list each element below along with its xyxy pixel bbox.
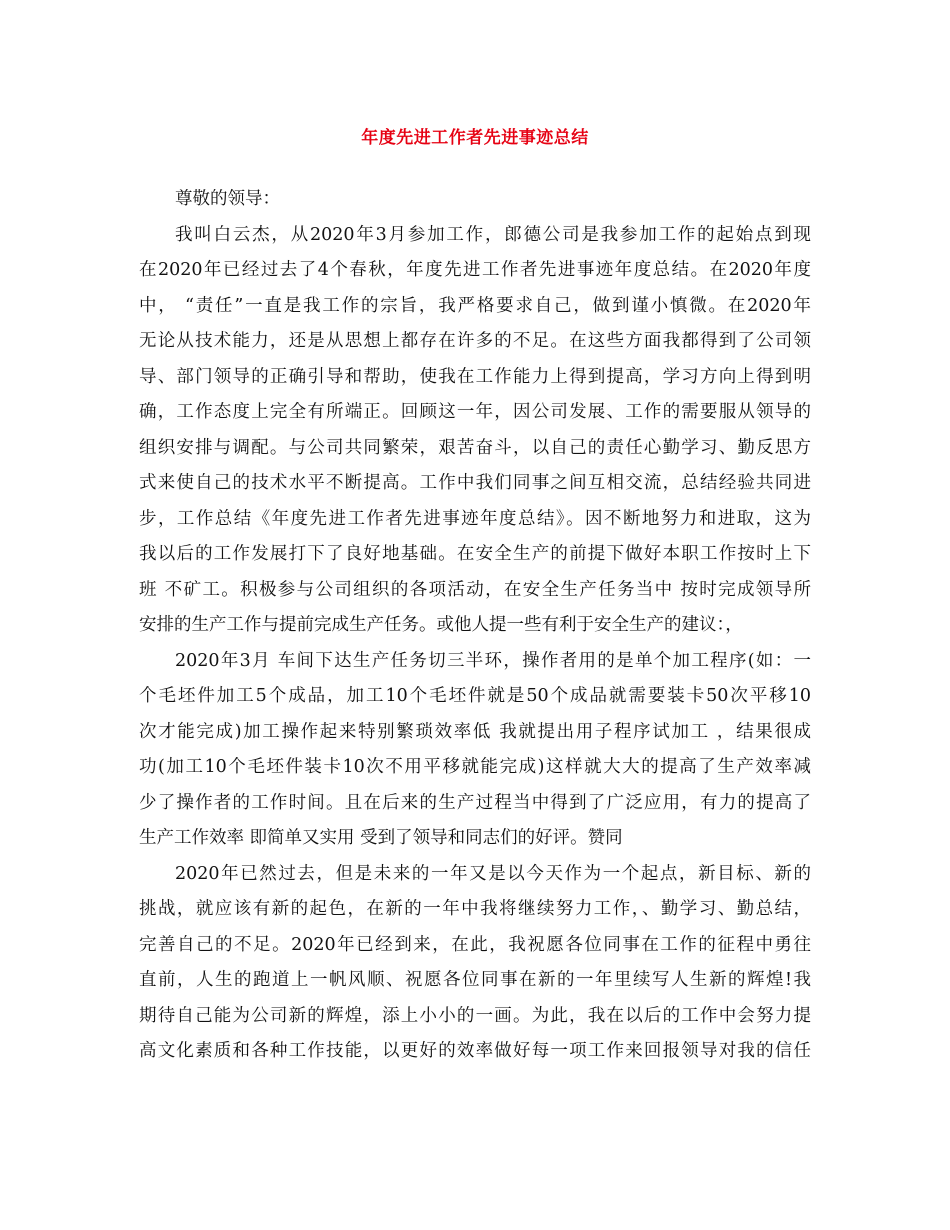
text-line: 在2020年已经过去了4个春秋，年度先进工作者先进事迹年度总结。在2020年度	[139, 260, 811, 280]
text-line: 生产工作效率 即简单又实用 受到了领导和同志们的好评。赞同	[139, 828, 623, 848]
text-line: 确，工作态度上完全有所端正。回顾这一年，因公司发展、工作的需要服从领导的	[139, 402, 811, 422]
document-body	[139, 182, 811, 1070]
text-line: 尊敬的领导：	[175, 189, 280, 209]
text-line: 步，工作总结《年度先进工作者先进事迹年度总结》。因不断地努力和进取，这为	[139, 508, 811, 529]
text-line: 中， “责任”一直是我工作的宗旨，我严格要求自己，做到谨小慎微。在2020年	[139, 295, 811, 316]
text-line: 直前，人生的跑道上一帆风顺、祝愿各位同事在新的一年里续写人生新的辉煌!我	[139, 970, 811, 990]
text-line: 导、部门领导的正确引导和帮助，使我在工作能力上得到提高，学习方向上得到明	[139, 366, 811, 387]
text-line: 无论从技术能力，还是从思想上都存在许多的不足。在这些方面我都得到了公司领	[139, 331, 811, 351]
text-line: 组织安排与调配。与公司共同繁荣，艰苦奋斗，以自己的责任心勤学习、勤反思方	[139, 437, 811, 458]
text-line: 功(加工10个毛坯件装卡10次不用平移就能完成)这样就大大的提高了生产效率减	[139, 757, 811, 777]
text-line: 个毛坯件加工5个成品，加工10个毛坯件就是50个成品就需要装卡50次平移10	[139, 686, 811, 706]
text-line: 完善自己的不足。2020年已经到来，在此，我祝愿各位同事在工作的征程中勇往	[139, 934, 811, 955]
text-line: 式来使自己的技术水平不断提高。工作中我们同事之间互相交流，总结经验共同进	[139, 473, 811, 493]
text-line: 次才能完成)加工操作起来特别繁琐效率低 我就提出用子程序试加工 ，结果很成	[139, 721, 811, 742]
document-title: 年度先进工作者先进事迹总结	[361, 128, 589, 148]
text-line: 高文化素质和各种工作技能，以更好的效率做好每一项工作来回报领导对我的信任	[139, 1041, 811, 1061]
text-line: 2020年已然过去，但是未来的一年又是以今天作为一个起点，新目标、新的	[175, 863, 811, 884]
text-line: 安排的生产工作与提前完成生产任务。或他人提一些有利于安全生产的建议：，	[139, 615, 743, 635]
text-line: 少了操作者的工作时间。且在后来的生产过程当中得到了广泛应用，有力的提高了	[139, 792, 811, 813]
text-line: 2020年3月 车间下达生产任务切三半环，操作者用的是单个加工程序(如：一	[175, 650, 811, 671]
text-line: 我叫白云杰，从2020年3月参加工作，郎德公司是我参加工作的起始点到现	[175, 224, 811, 245]
text-line: 期待自己能为公司新的辉煌，添上小小的一画。为此，我在以后的工作中会努力提	[139, 1005, 811, 1026]
text-line: 我以后的工作发展打下了良好地基础。在安全生产的前提下做好本职工作按时上下	[139, 544, 811, 564]
text-line: 班 不矿工。积极参与公司组织的各项活动，在安全生产任务当中 按时完成领导所	[139, 579, 811, 600]
text-line: 挑战，就应该有新的起色，在新的一年中我将继续努力工作，、勤学习、勤总结，	[139, 899, 811, 919]
